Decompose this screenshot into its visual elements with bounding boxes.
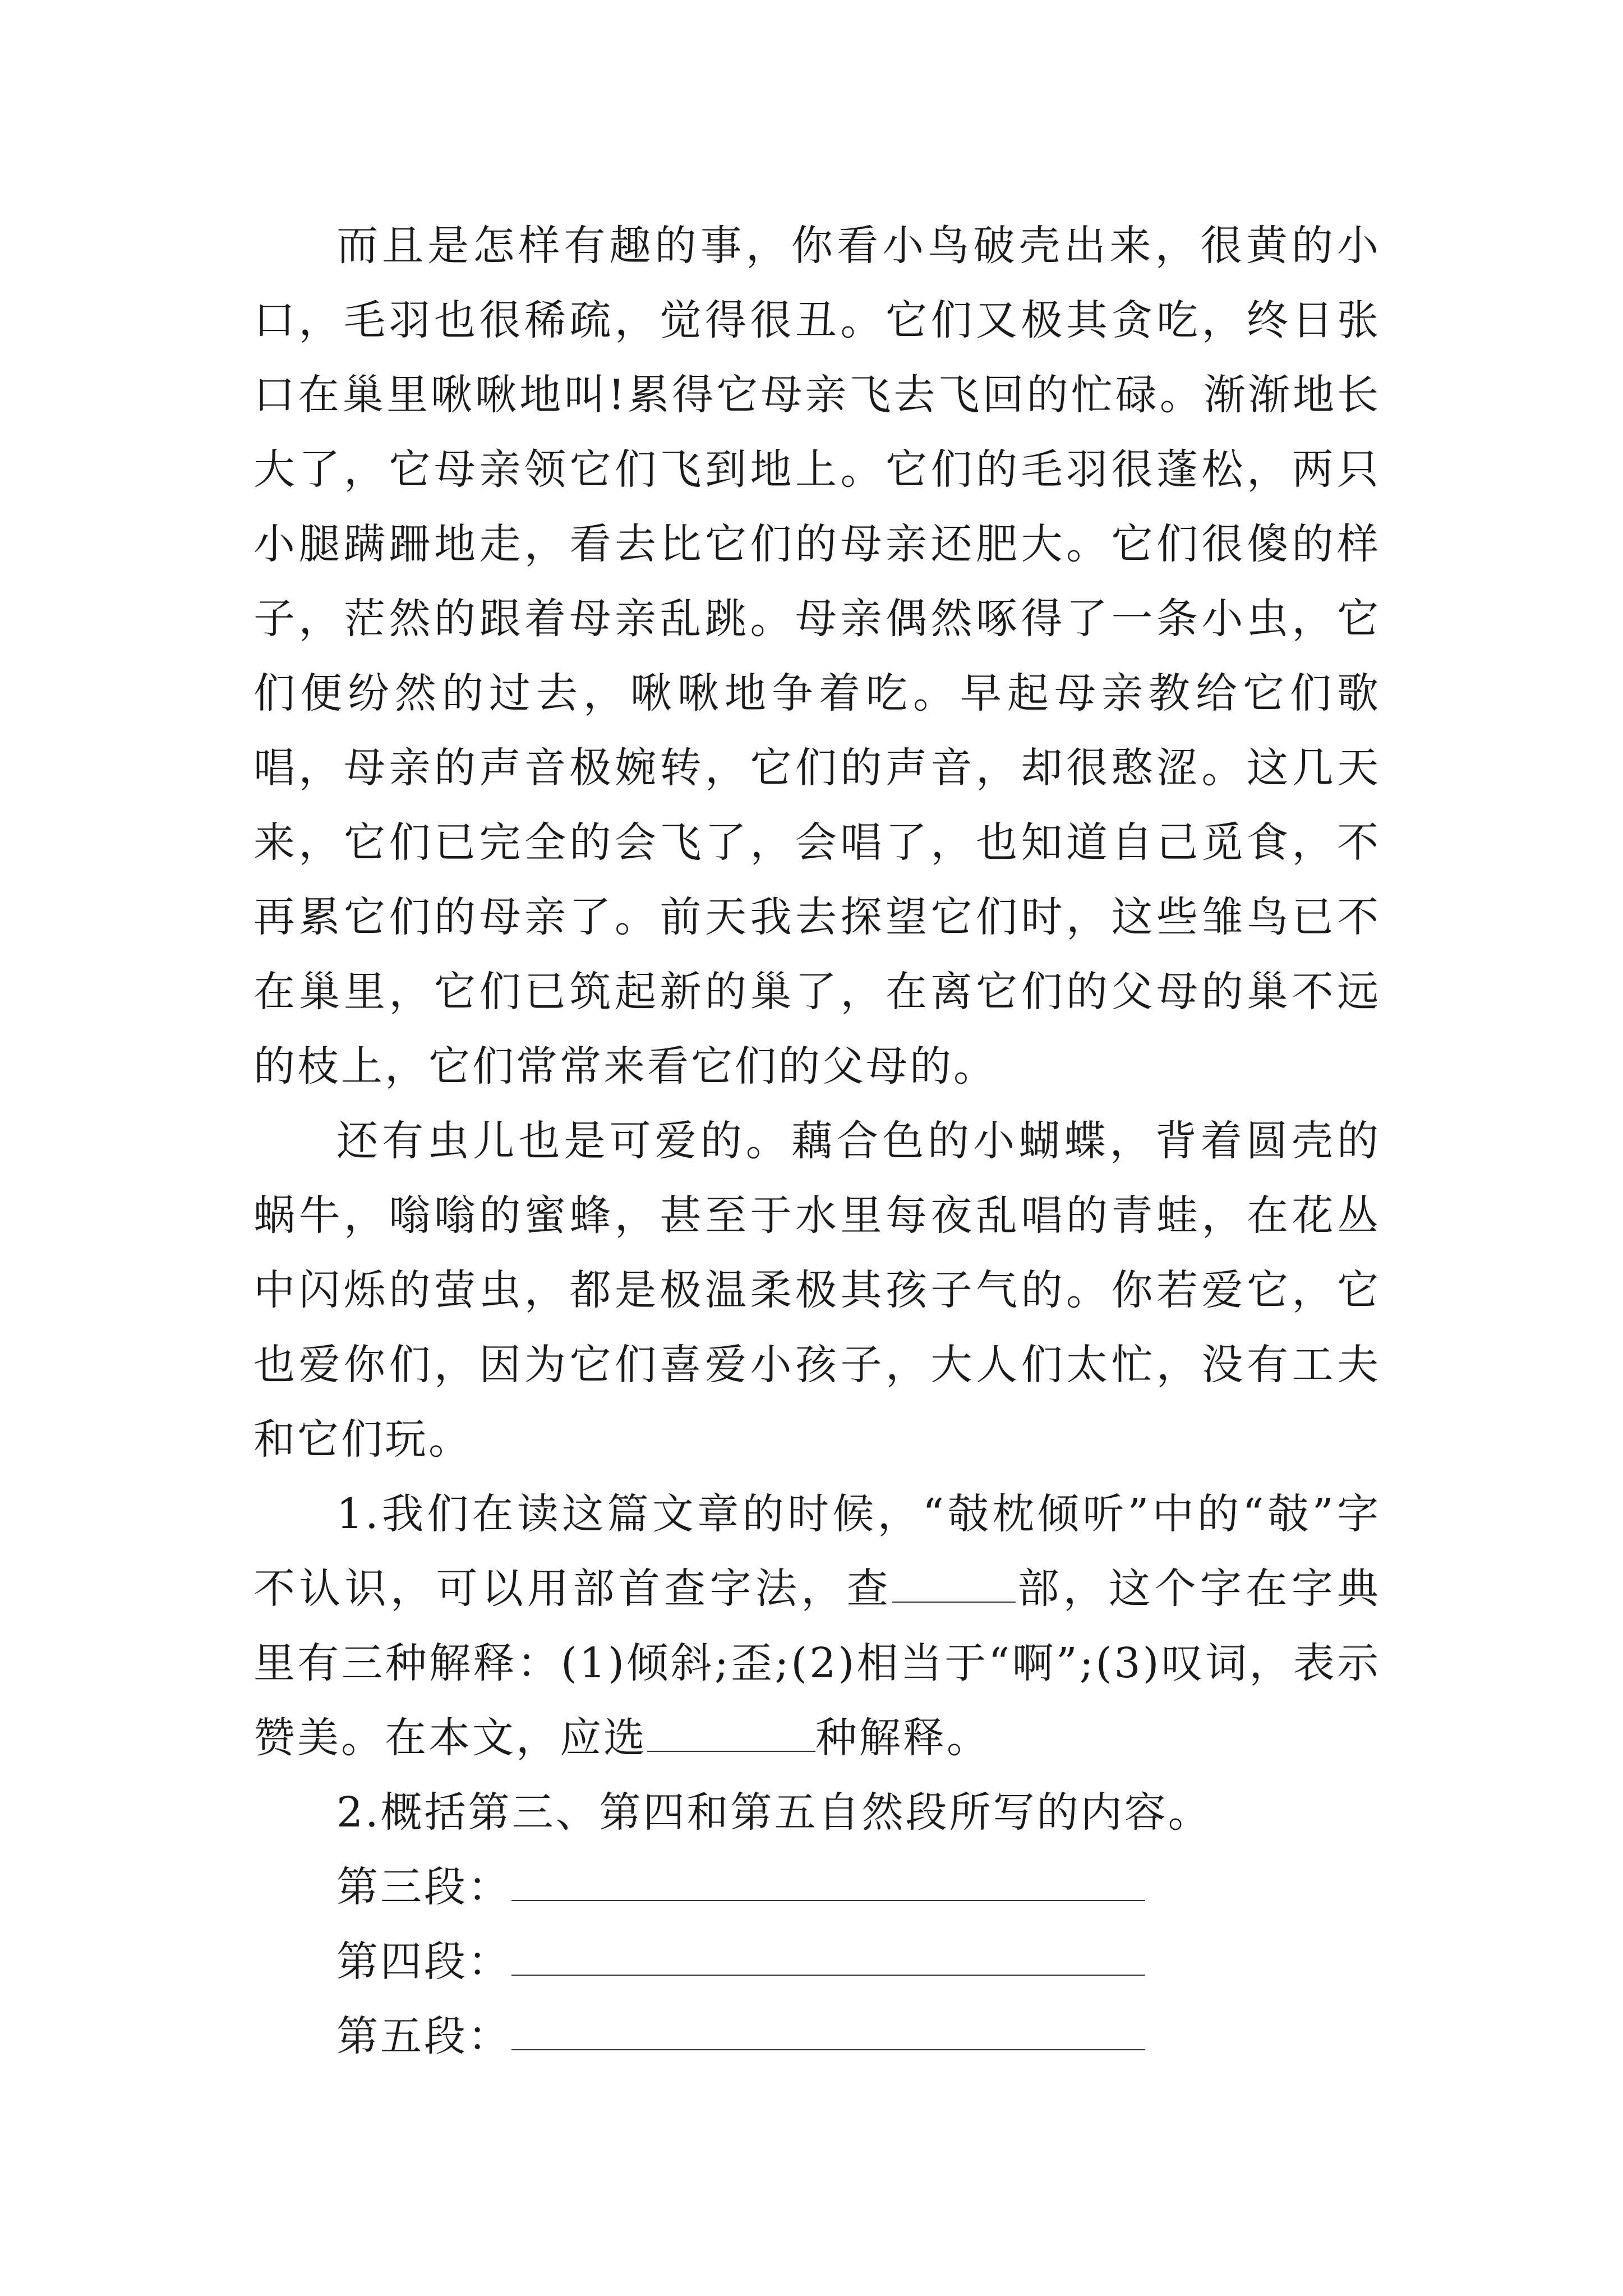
answer-line-paragraph-5 — [253, 1999, 1381, 2074]
answer-line-paragraph-4 — [253, 1925, 1381, 1999]
answer-blank[interactable] — [511, 2010, 1145, 2050]
passage-paragraph-birds: 而且是怎样有趣的事，你看小鸟破壳出来，很黄的小口，毛羽也很稀疏，觉得很丑。它们又极其贪吃，终日张口在巢里啾啾地叫!累得它母亲飞去飞回的忙碌。渐渐地长大了，它母亲领它们飞到地上。它们的毛羽很蓬松，两只小腿蹒跚地走，看去比它们的母亲还肥大。它们很傻的样子，茫然的跟着母亲乱跳。母亲偶然啄得了一条小虫，它们便纷然的过去，啾啾地争着吃。早起母亲教给它们歌唱，母亲的声音极婉转，它们的声音，却很憨涩。这几天来，它们已完全的会飞了，会唱了，也知道自己觅食，不再累它们的母亲了。前天我去探望它们时，这些雏鸟已不在巢里，它们已筑起新的巢了，在离它们的父母的巢不远的枝上，它们常常来看它们的父母的。 — [253, 222, 1381, 1091]
question-1-blank-choice[interactable] — [647, 1711, 815, 1752]
question-1-text-b: 部，这个字在字典里有三种解释：(1)倾斜;歪;(2)相当于“啊”;(3)叹词，表示赞美。在本文，应选 — [253, 1565, 1381, 1762]
answer-label: 第三段： — [336, 1863, 511, 1911]
answer-blank[interactable] — [511, 1861, 1145, 1901]
answer-label: 第四段： — [336, 1938, 511, 1986]
answer-label: 第五段： — [336, 2012, 511, 2060]
question-2: 2.概括第三、第四和第五自然段所写的内容。 — [336, 1788, 1212, 1837]
question-1-text-a: 1.我们在读这篇文章的时候，“攲枕倾听”中的“攲”字不认识，可以用部首查字法，查 — [253, 1490, 1381, 1613]
question-1 — [253, 1477, 1381, 1775]
passage-paragraph-insects: 还有虫儿也是可爱的。藕合色的小蝴蝶，背着圆壳的蜗牛，嗡嗡的蜜蜂，甚至于水里每夜乱唱的青蛙，在花丛中闪烁的萤虫，都是极温柔极其孩子气的。你若爱它，它也爱你们，因为它们喜爱小孩子，大人们太忙，没有工夫和它们玩。 — [253, 1117, 1381, 1464]
answer-blank[interactable] — [511, 1935, 1145, 1976]
document-body — [253, 209, 1381, 2074]
answer-line-paragraph-3 — [253, 1850, 1381, 1925]
question-1-blank-radical[interactable] — [892, 1562, 1016, 1603]
question-1-text-c: 种解释。 — [815, 1714, 990, 1762]
